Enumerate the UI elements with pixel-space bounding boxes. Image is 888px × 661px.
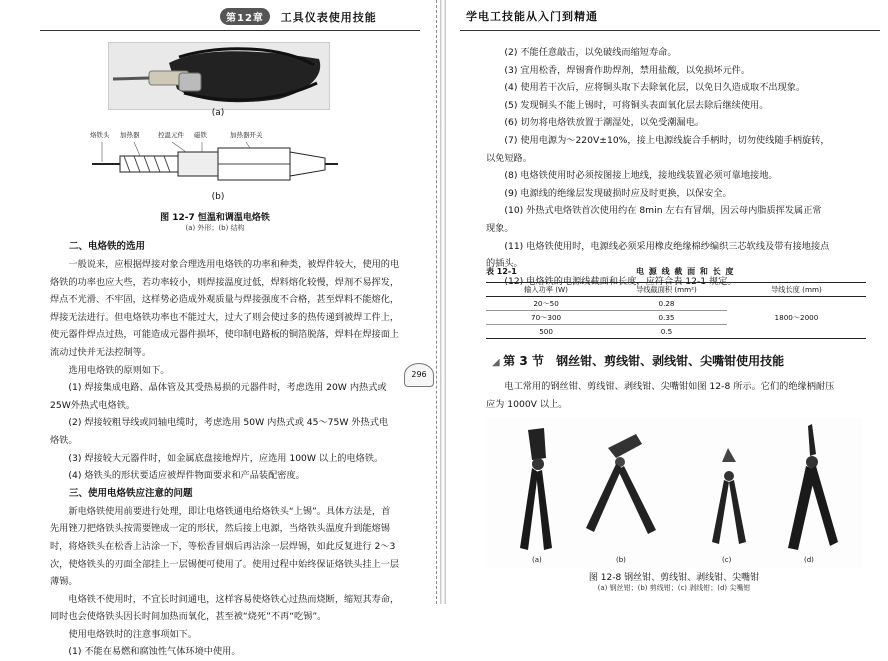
soldering-iron-photo <box>108 42 330 110</box>
chapter-badge: 第12章 <box>220 8 270 25</box>
table-header-power: 输入功率 (W) <box>486 283 606 297</box>
table-12-1-heading <box>486 266 858 280</box>
text-line: 同时也会使烙铁头因长时间加热而氧化，甚至被“烧死”不再“吃锡”。 <box>50 611 327 623</box>
wire-stripper-icon <box>712 448 746 544</box>
left-header-rule <box>40 30 420 31</box>
text-line: (11) 电烙铁使用时，电源线必须采用橡皮绝缘棉纱编织三芯软线及带有接地接点 <box>504 240 830 252</box>
text-line: (6) 切勿将电烙铁放置于潮湿处，以免受潮漏电。 <box>504 117 705 129</box>
figure-b-label: (b) <box>211 192 225 202</box>
text-line: (9) 电源线的绝缘层发现破损时应及时更换，以保安全。 <box>504 187 732 199</box>
text-line: (4) 烙铁头的形状要适应被焊件物面要求和产品装配密度。 <box>68 470 305 482</box>
table-header-length: 导线长度 (mm) <box>727 283 866 297</box>
figure-12-8-caption <box>486 570 862 593</box>
table-cell: 0.5 <box>606 325 727 339</box>
left-running-header <box>220 8 377 36</box>
section-3-heading <box>492 352 784 369</box>
text-line: 薄锡。 <box>50 576 78 588</box>
table-header-section: 导线截面积 (mm²) <box>606 283 727 297</box>
pliers-label-a: (a) <box>532 556 542 564</box>
soldering-iron-structure-diagram <box>90 130 340 192</box>
text-line: 新电烙铁使用前要进行处理，即让电烙铁通电给烙铁头“上锡”。具体方法是，首 <box>68 505 391 517</box>
text-line: 烙铁的功率也应大些，若功率较小，则焊接温度过低，焊料熔化较慢，焊剂不易挥发， <box>50 276 400 288</box>
pliers-label-c: (c) <box>722 556 732 564</box>
table-header-row <box>486 283 866 297</box>
figure-a-label: (a) <box>211 108 225 118</box>
text-line: (2) 不能任意敲击，以免破线而缩短寿命。 <box>504 47 677 58</box>
table-row <box>486 297 866 311</box>
text-line: 使元器件焊点过热，可能造成元器件损坏，使印制电路板的铜箔脱落，焊料在焊接面上 <box>50 329 400 341</box>
left-page <box>0 0 440 658</box>
figure-12-8-subcaption: (a) 钢丝钳；(b) 剪线钳；(c) 剥线钳；(d) 尖嘴钳 <box>597 584 751 592</box>
text-line: 电工常用的钢丝钳、剪线钳、剥线钳、尖嘴钳如图 12-8 所示。它们的绝缘柄耐压 <box>504 381 835 392</box>
table-cell: 0.35 <box>606 311 727 325</box>
text-line: 烙铁。 <box>50 434 78 446</box>
part-label-heater: 加热器 <box>120 131 140 139</box>
part-label-tip: 烙铁头 <box>90 131 110 139</box>
text-line: 焊点不光滑、不牢固，这样势必造成外观质量与焊接强度不合格，甚至焊料不能熔化， <box>50 294 400 306</box>
right-running-header <box>466 8 598 36</box>
section-number: 第 3 节 <box>503 354 544 368</box>
text-line: 次，使烙铁头的刃面全部挂上一层锡便可使用了。使用过程中始终保证烙铁头挂上一层 <box>50 558 400 570</box>
left-fold-dashes <box>436 0 437 604</box>
left-page-number: 296 <box>404 363 434 387</box>
left-body-text <box>50 238 412 661</box>
text-line: (1) 不能在易燃和腐蚀性气体环境中使用。 <box>68 646 241 658</box>
text-line: (12) 电烙铁的电源线截面和长度，应符合表 12-1 规定。 <box>504 275 737 287</box>
text-line: (3) 焊接较大元器件时，如金属底盘接地焊片，应选用 100W 以上的电烙铁。 <box>68 452 384 464</box>
left-header-title: 工具仪表使用技能 <box>280 11 377 24</box>
table-cell: 500 <box>486 325 606 339</box>
text-line: (7) 使用电源为～220V±10%，接上电源线旋合手柄时，切勿使线随手柄旋转， <box>504 134 830 146</box>
figure-12-7-title: 图 12-7 恒温和调温电烙铁 <box>160 213 270 223</box>
soldering-iron-photo-drawing <box>109 43 329 109</box>
structure-part-labels <box>90 130 340 142</box>
text-line: (4) 使用若干次后，应将铜头取下去除氧化层，以免日久造成取不出现象。 <box>504 82 806 94</box>
text-line: 焊接无法进行。但电烙铁功率也不能过大，过大了则会使过多的热传递到被焊工件上， <box>50 311 400 323</box>
table-title: 电 源 线 截 面 和 长 度 <box>636 267 735 276</box>
figure-12-7-caption <box>90 210 340 233</box>
combination-pliers-icon <box>520 428 552 550</box>
table-cell-length-merged: 1800～2000 <box>727 297 866 339</box>
right-header-rule <box>460 30 880 31</box>
text-line: 25W外热式电烙铁。 <box>50 399 136 411</box>
section-ornament-icon: ◢ <box>492 357 504 368</box>
subsection-heading: 三、使用电烙铁应注意的问题 <box>69 487 193 499</box>
text-line: 应为 1000V 以上。 <box>486 398 568 410</box>
part-label-thermostat: 控温元件 <box>158 131 184 139</box>
text-line: 以免短路。 <box>486 152 532 164</box>
text-line: 选用电烙铁的原则如下。 <box>68 364 170 376</box>
right-body-text <box>486 44 858 290</box>
right-page <box>446 0 888 604</box>
text-line: (8) 电烙铁使用时必须按图接上地线，接地线装置必须可靠地接地。 <box>504 170 778 182</box>
section-body-text <box>486 378 858 413</box>
table-cell: 20～50 <box>486 297 606 311</box>
power-cord-table <box>486 282 866 339</box>
text-line: (10) 外热式电烙铁首次使用约在 8min 左右有冒烟，因云母内脂质挥发属正常 <box>504 205 822 217</box>
structure-drawing <box>90 142 340 192</box>
right-header-title: 学电工技能从入门到精通 <box>466 10 598 23</box>
subsection-heading: 二、电烙铁的选用 <box>69 241 146 252</box>
text-line: 时，将烙铁头在松香上沾涂一下，等松香冒烟后再沾涂一层焊锡，如此反复进行 2～3 <box>50 540 396 552</box>
pliers-drawings <box>486 418 862 568</box>
pliers-label-d: (d) <box>804 556 814 564</box>
pliers-label-row <box>486 556 862 566</box>
text-line: 电烙铁不使用时，不宜长时间通电，这样容易使烙铁心过热而烧断，缩短其寿命， <box>68 593 400 605</box>
text-line: 使用电烙铁时的注意事项如下。 <box>68 628 198 640</box>
pliers-photo <box>486 418 862 568</box>
figure-12-7-subcaption: (a) 外形；(b) 结构 <box>185 224 245 232</box>
text-line: (5) 发现铜头不能上锡时，可将铜头表面氧化层去除后继续使用。 <box>504 99 769 111</box>
text-line: 先用锉刀把烙铁头按需要锉成一定的形状，然后接上电源，当烙铁头温度升到能熔锡 <box>50 523 390 535</box>
wire-cutter-icon <box>586 434 656 534</box>
text-line: (2) 焊接较粗导线或同轴电缆时，考虑选用 50W 内热式或 45～75W 外热式电 <box>68 417 389 429</box>
table-cell: 0.28 <box>606 297 727 311</box>
pliers-label-b: (b) <box>616 556 626 564</box>
figure-12-8-title: 图 12-8 钢丝钳、剪线钳、剥线钳、尖嘴钳 <box>588 573 760 583</box>
text-line: 现象。 <box>486 222 514 234</box>
section-title: 钢丝钳、剪线钳、剥线钳、尖嘴钳使用技能 <box>556 354 785 368</box>
needle-nose-pliers-icon <box>788 424 838 550</box>
text-line: 的插头。 <box>486 258 523 270</box>
text-line: (1) 焊接集成电路、晶体管及其受热易损的元器件时，考虑选用 20W 内热式或 <box>68 382 387 394</box>
text-line: 一般说来，应根据焊接对象合理选用电烙铁的功率和种类，被焊件较大，使用的电 <box>68 259 400 270</box>
table-cell: 70～300 <box>486 311 606 325</box>
part-label-magnet: 磁铁 <box>194 131 207 139</box>
text-line: (3) 宜用松香，焊锡膏作助焊剂，禁用盐酸，以免损坏元件。 <box>504 64 751 76</box>
table-label: 表 12-1 <box>486 267 517 276</box>
part-label-heater-switch: 加热器开关 <box>230 131 263 139</box>
text-line: 流动过快并无法控制等。 <box>50 346 152 358</box>
